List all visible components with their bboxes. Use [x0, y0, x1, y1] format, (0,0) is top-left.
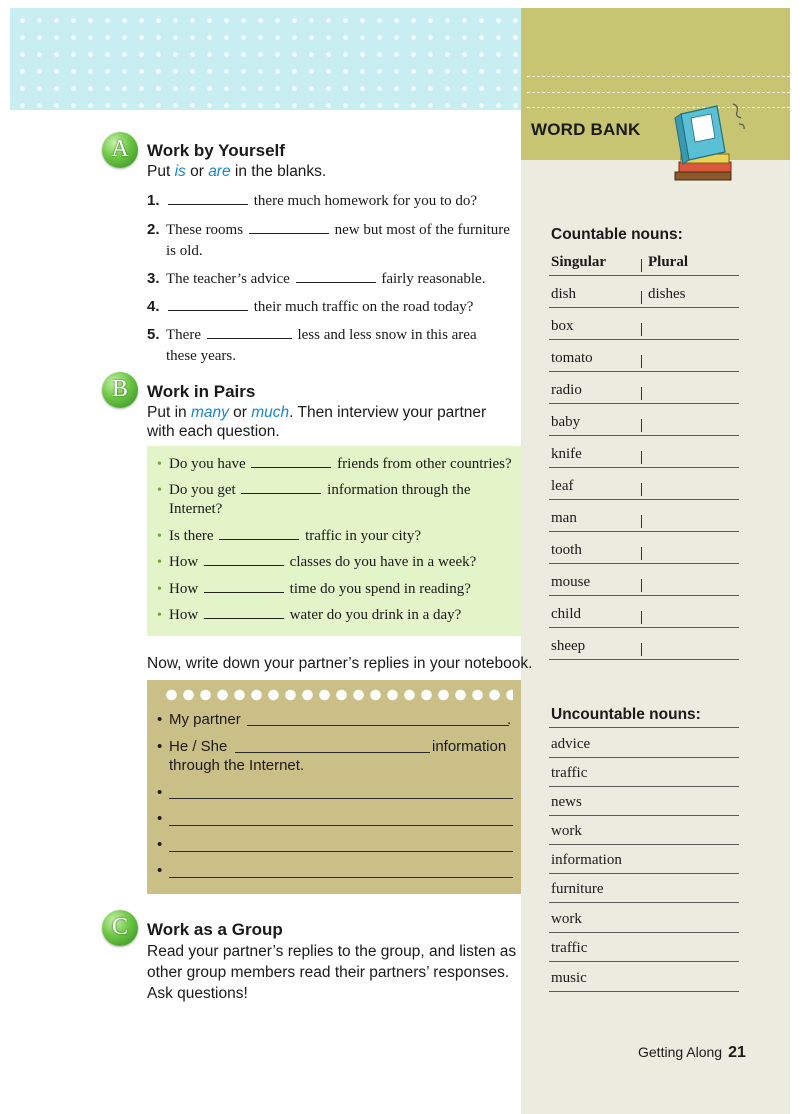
word-bank-header — [521, 8, 790, 160]
reply-line: • — [157, 810, 163, 827]
list-item: information — [549, 845, 739, 874]
countable-table-header — [549, 244, 739, 276]
section-b-badge: B — [102, 372, 138, 408]
list-item: furniture — [549, 874, 739, 903]
section-a-instruction: Put is or are in the blanks. — [147, 163, 327, 180]
table-row: box — [549, 308, 739, 340]
table-row: radio — [549, 372, 739, 404]
page-number: 21 — [728, 1044, 746, 1061]
table-row: child — [549, 596, 739, 628]
books-icon — [661, 100, 751, 186]
page-footer — [638, 1044, 746, 1062]
exercise-item: 3. The teacher’s advice fairly reasonable. — [147, 270, 486, 287]
replies-box: • My partner . • He / She information through the Internet. • • • • — [147, 680, 521, 894]
reply-line: • My partner — [157, 711, 241, 728]
reply-line: • — [157, 862, 163, 879]
col-singular: Singular — [551, 254, 607, 270]
uncountable-nouns-title: Uncountable nouns: — [551, 706, 701, 723]
table-row: tomato — [549, 340, 739, 372]
section-c-text: Read your partner’s replies to the group, and listen as other group members read their partners’ responses. Ask questions! — [147, 943, 517, 1002]
list-item: • How water do you drink in a day? — [157, 607, 462, 623]
notebook-instruction: Now, write down your partner’s replies in your notebook. — [147, 655, 533, 672]
section-c-title: Work as a Group — [147, 920, 283, 939]
reply-line: • — [157, 836, 163, 853]
table-row: leaf — [549, 468, 739, 500]
section-b-title: Work in Pairs — [147, 382, 256, 401]
list-item: music — [549, 963, 739, 992]
reply-line: • — [157, 784, 163, 801]
dots-decoration — [163, 689, 513, 701]
interview-questions-box — [147, 446, 521, 636]
word-bank-sidebar — [521, 8, 790, 1114]
exercise-item: 1. there much homework for you to do? — [147, 192, 478, 209]
word-bank-label: WORD BANK — [531, 120, 641, 139]
table-row: dish dishes — [549, 276, 739, 308]
table-row: tooth — [549, 532, 739, 564]
section-a-badge: A — [102, 132, 138, 168]
list-item: traffic — [549, 758, 739, 787]
list-item: advice — [549, 729, 739, 758]
table-row: sheep — [549, 628, 739, 660]
section-c-badge: C — [102, 910, 138, 946]
table-row: baby — [549, 404, 739, 436]
exercise-item: 4. their much traffic on the road today? — [147, 298, 474, 315]
countable-nouns-title: Countable nouns: — [551, 226, 683, 243]
top-decorative-band — [10, 8, 522, 110]
list-item: work — [549, 816, 739, 845]
list-item: news — [549, 787, 739, 816]
table-row: mouse — [549, 564, 739, 596]
exercise-item: 2. These rooms new but most of the furniture is old. — [147, 221, 510, 259]
dashed-divider — [527, 92, 790, 93]
col-plural: Plural — [648, 254, 688, 270]
table-row: man — [549, 500, 739, 532]
chapter-title: Getting Along — [638, 1044, 723, 1060]
list-item: • How time do you spend in reading? — [157, 581, 471, 597]
list-item: • Do you get information through the Internet? — [157, 482, 471, 517]
list-item: traffic — [549, 933, 739, 962]
divider — [549, 699, 739, 728]
list-item: • Do you have friends from other countries? — [157, 456, 512, 472]
exercise-item: 5. There less and less snow in this area these years. — [147, 326, 477, 364]
list-item: work — [549, 904, 739, 933]
section-a-title: Work by Yourself — [147, 141, 285, 160]
list-item: • Is there traffic in your city? — [157, 528, 421, 544]
section-b-instruction: Put in many or much. Then interview your partner with each question. — [147, 404, 487, 440]
reply-line: • He / She information through the Internet. — [157, 738, 507, 774]
dashed-divider — [527, 76, 790, 77]
table-row: knife — [549, 436, 739, 468]
list-item: • How classes do you have in a week? — [157, 554, 477, 570]
